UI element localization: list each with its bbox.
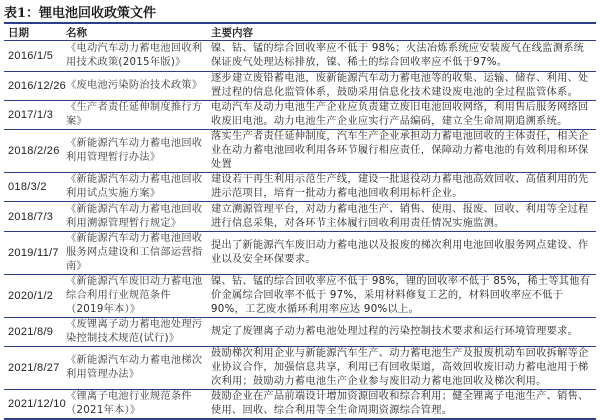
cell-name: 《新能源汽车动力蓄电池回收服务网点建设和工信部运营指南》 [62, 232, 207, 275]
table-row [4, 347, 596, 390]
cell-name: 《废锂离子动力蓄电池处理污染控制技术规范(试行)》 [62, 318, 207, 347]
cell-date: 2018/7/3 [4, 202, 62, 232]
cell-name: 《新能源汽车动力蓄电池回收利用管理暂行办法》 [62, 130, 207, 173]
table-row [4, 41, 596, 72]
table-row [4, 72, 596, 101]
cell-date: 2016/1/5 [4, 41, 62, 72]
cell-date: 2017/1/3 [4, 101, 62, 130]
table-header-row [4, 23, 596, 41]
cell-date: 2020/1/2 [4, 275, 62, 318]
cell-date: 2018/2/26 [4, 130, 62, 173]
cell-name: 《新能源汽车动力蓄电池回收利用试点实施方案》 [62, 173, 207, 202]
cell-name: 《生产者责任延伸制度推行方案》 [62, 101, 207, 130]
cell-name: 《废电池污染防治技术政策》 [62, 72, 207, 101]
cell-name: 《新能源汽车动力蓄电池梯次利用管理办法》 [62, 347, 207, 390]
cell-content: 建立溯源管理平台，对动力蓄电池生产、销售、使用、报废、回收、利用等全过程进行信息采集，对各环节主体履行回收利用责任情况实施监测。 [207, 202, 596, 232]
cell-name: 《新能源汽车废旧动力蓄电池综合利用行业规范条件（2019年本）》 [62, 275, 207, 318]
cell-name: 《电动汽车动力蓄电池回收利用技术政策(2015年版)》 [62, 41, 207, 72]
cell-content: 电动汽车及动力电池生产企业应负责建立废旧电池回收网络，利用售后服务网络回收废旧电池。动力电池生产企业应实行产品编码，建立全生命周期追溯系统。 [207, 101, 596, 130]
cell-date: 2016/12/26 [4, 72, 62, 101]
cell-date: 2019/11/7 [4, 232, 62, 275]
cell-date: 2021/8/27 [4, 347, 62, 390]
table-row [4, 232, 596, 275]
cell-content: 规定了废锂离子动力蓄电池处理过程的污染控制技术要求和运行环境管理要求。 [207, 318, 596, 347]
cell-name: 《锂离子电池行业规范条件（2021年本）》 [62, 390, 207, 420]
cell-content: 落实生产者责任延伸制度，汽车生产企业承担动力蓄电池回收的主体责任，相关企业在动力蓄电池回收利用各环节履行相应责任，保障动力蓄电池的有效利用和环保处置 [207, 130, 596, 173]
cell-content: 提出了新能源汽车废旧动力蓄电池以及报废的梯次利用电池回收服务网点建设、作业以及安全环保要求。 [207, 232, 596, 275]
cell-name: 《新能源汽车动力蓄电池回收利用溯源管理暂行规定》 [62, 202, 207, 232]
cell-content: 镍、钴、锰的综合回收率应不低于 98%；火法冶炼系统应安装废气在线监测系统保证废气处理达标排放，镍、稀土的综合回收率应不低于97%。 [207, 41, 596, 72]
table-row [4, 101, 596, 130]
table-row [4, 275, 596, 318]
cell-content: 鼓励梯次利用企业与新能源汽车生产、动力蓄电池生产及报废机动车回收拆解等企业协议合作，加强信息共享，利用已有回收渠道，高效回收废旧动力蓄电池用于梯次利用；鼓励动力蓄电池生产企业参与废旧动力蓄电池回收及梯次利用。 [207, 347, 596, 390]
table-row [4, 173, 596, 202]
table-row [4, 130, 596, 173]
table-row [4, 202, 596, 232]
cell-content: 逐步建立废铅蓄电池，废新能源汽车动力蓄电池等的收集、运输、储存、利用、处置过程的信息化监管体系，鼓励采用信息化技术建设废电池的全过程监管体系。 [207, 72, 596, 101]
table-title: 表1：锂电池回收政策文件 [4, 6, 157, 21]
table-row [4, 390, 596, 420]
header-content: 主要内容 [207, 23, 596, 41]
header-name: 名称 [62, 23, 207, 41]
cell-date: 2021/8/9 [4, 318, 62, 347]
policy-table [4, 22, 596, 420]
cell-content: 建设若干再生利用示范生产线，建设一批退役动力蓄电池高效回收、高值利用的先进示范项目，培育一批动力蓄电池回收利用标杆企业。 [207, 173, 596, 202]
cell-date: 018/3/2 [4, 173, 62, 202]
header-date: 日期 [4, 23, 62, 41]
table-row [4, 318, 596, 347]
cell-content: 镍、钴、锰的综合回收率应不低于 98%，锂的回收率不低于 85%，稀土等其他有价金属综合回收率不低于 97%，采用材料修复工艺的，材料回收率应不低于 90%，工艺废水循环利用率应达 90%以上。 [207, 275, 596, 318]
cell-content: 鼓励企业在产品前端设计增加资源回收和综合利用；健全锂离子电池生产、销售、使用、回收、综合利用等全生命周期资源综合管理。 [207, 390, 596, 420]
cell-date: 2021/12/10 [4, 390, 62, 420]
